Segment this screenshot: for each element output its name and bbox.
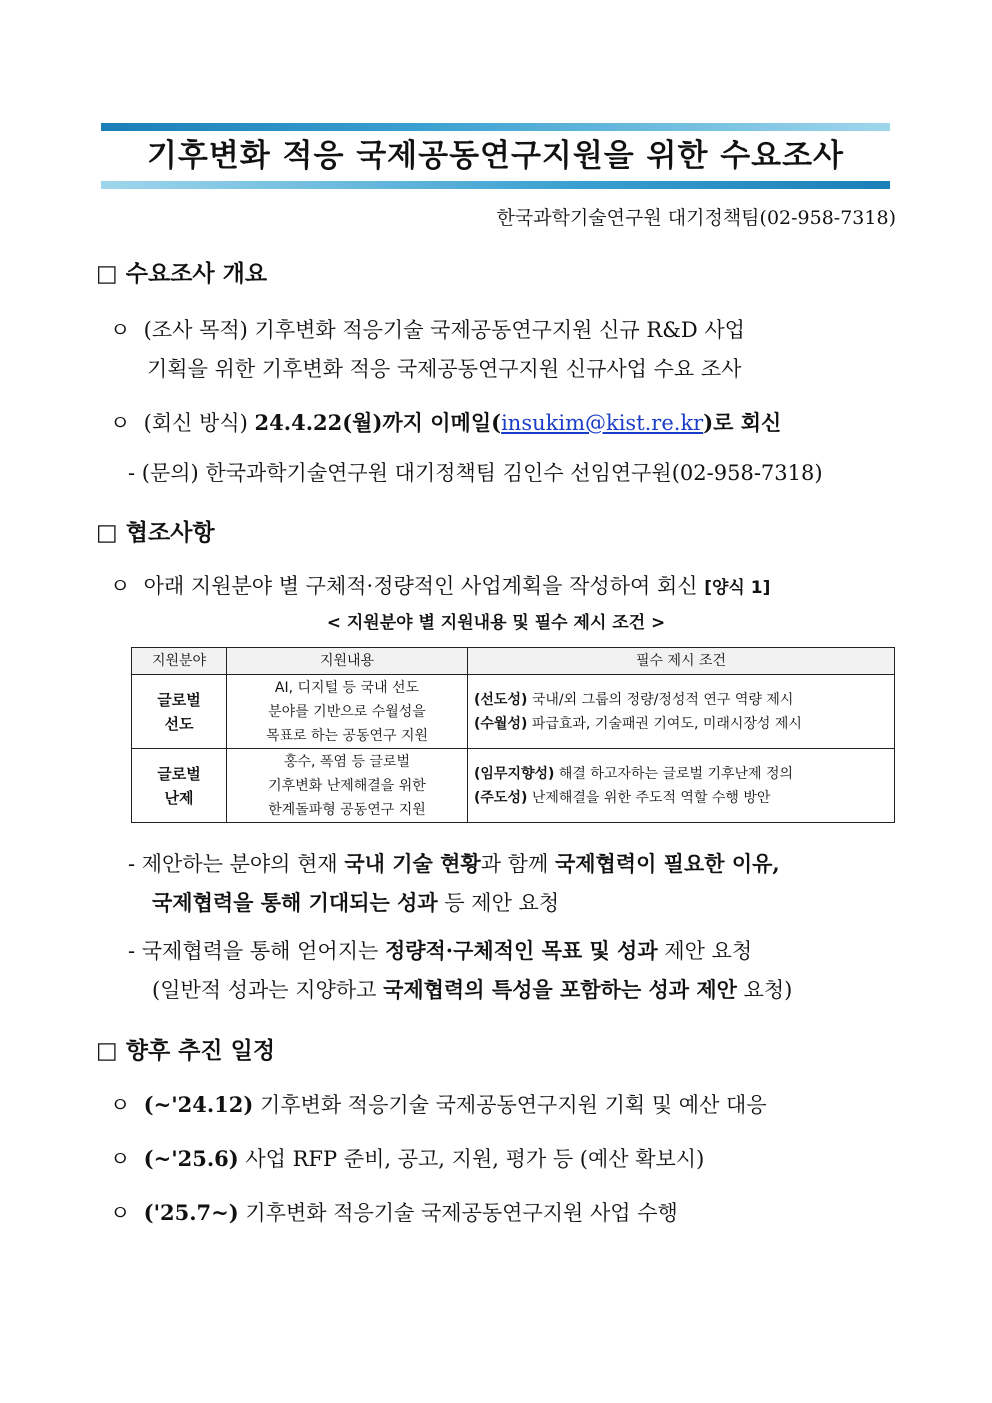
cell-text: (주도성): [474, 789, 528, 806]
reply-line: [110, 407, 781, 437]
note-2-line-1: [128, 935, 752, 965]
purpose-line-2: 기획을 위한 기후변화 적응 국제공동연구지원 신규사업 수요 조사: [147, 357, 742, 381]
reply-deadline: 24.4.22(월)까지 이메일(: [254, 410, 502, 435]
checkbox-square-icon: □: [96, 261, 118, 287]
email-link[interactable]: insukim@kist.re.kr: [501, 411, 704, 435]
cell-text: 난제해결을 위한 주도적 역할 수행 방안: [527, 789, 771, 806]
table-header-row: [132, 648, 895, 675]
bullet-icon: ㅇ: [110, 411, 131, 435]
cell-text: 한계돌파형 공동연구 지원: [268, 801, 426, 818]
title-top-bar: [101, 123, 890, 131]
note-text: (일반적 성과는 지양하고: [152, 978, 384, 1002]
note-bold: 국제협력의 특성을 포함하는 성과 제안: [383, 977, 737, 1002]
section-title: 협조사항: [125, 520, 215, 546]
purpose-line: [110, 314, 745, 344]
table-header: 지원내용: [227, 648, 468, 675]
checkbox-square-icon: □: [96, 520, 118, 546]
cell-text: 글로벌: [157, 764, 201, 783]
note-bold: 국제협력을 통해 기대되는 성과: [152, 890, 438, 915]
cell-text: 해결 하고자하는 글로벌 기후난제 정의: [554, 765, 794, 782]
note-bold: 정량적·구체적인 목표 및 성과: [384, 938, 658, 963]
cell-text: 난제: [164, 788, 194, 807]
schedule-text: 기후변화 적응기술 국제공동연구지원 기획 및 예산 대응: [253, 1093, 767, 1117]
cell-text: 홍수, 폭염 등 글로벌: [284, 753, 410, 770]
note-bold: 국제협력이 필요한 이유,: [554, 851, 780, 876]
section-title: 향후 추진 일정: [125, 1038, 276, 1064]
reply-suffix: )로 회신: [703, 410, 782, 435]
note-1-line-1: [128, 848, 780, 878]
table-cell-field: [132, 675, 227, 749]
cell-text: 분야를 기반으로 수월성을: [268, 703, 426, 720]
table-header: 지원분야: [132, 648, 227, 675]
note-text: - 제안하는 분야의 현재: [128, 852, 345, 876]
cell-text: 선도: [164, 714, 194, 733]
schedule-text: 사업 RFP 준비, 공고, 지원, 평가 등 (예산 확보시): [238, 1147, 705, 1171]
note-2-line-2: [152, 974, 792, 1004]
purpose-text: (조사 목적) 기후변화 적응기술 국제공동연구지원 신규 R&D 사업: [143, 318, 745, 342]
form-tag: [양식 1]: [704, 578, 771, 598]
schedule-date: (~'25.6): [143, 1146, 239, 1171]
note-bold: 국내 기술 현황: [344, 851, 481, 876]
table-row: [132, 675, 895, 749]
cell-text: (수월성): [474, 715, 528, 732]
request-line: [110, 570, 770, 600]
table-caption: < 지원분야 별 지원내용 및 필수 제시 조건 >: [326, 613, 666, 633]
schedule-item: [110, 1197, 678, 1227]
table-row: [132, 749, 895, 823]
bullet-icon: ㅇ: [110, 1093, 131, 1117]
bullet-icon: ㅇ: [110, 574, 131, 598]
schedule-date: (~'24.12): [143, 1092, 254, 1117]
cell-text: AI, 디지털 등 국내 선도: [274, 679, 420, 696]
schedule-item: [110, 1089, 767, 1119]
cell-text: 국내/외 그룹의 정량/정성적 연구 역량 제시: [527, 691, 794, 708]
bullet-icon: ㅇ: [110, 318, 131, 342]
bullet-icon: ㅇ: [110, 1147, 131, 1171]
note-text: 요청): [736, 978, 793, 1002]
cell-text: 파급효과, 기술패권 기여도, 미래시장성 제시: [527, 715, 802, 732]
table-cell-field: [132, 749, 227, 823]
table-cell-condition: [468, 675, 895, 749]
note-text: 제안 요청: [657, 939, 753, 963]
note-text: 등 제안 요청: [437, 891, 560, 915]
table-cell-content: [227, 675, 468, 749]
cell-text: 기후변화 난제해결을 위한: [268, 777, 426, 794]
section-heading-cooperation: [96, 514, 215, 547]
table-header: 필수 제시 조건: [468, 648, 895, 675]
cell-text: (선도성): [474, 691, 528, 708]
organization-contact: 한국과학기술연구원 대기정책팀(02-958-7318): [496, 207, 896, 229]
section-title: 수요조사 개요: [125, 261, 268, 287]
page-title: 기후변화 적응 국제공동연구지원을 위한 수요조사: [146, 138, 845, 174]
support-table: [131, 647, 895, 823]
note-1-line-2: [152, 887, 559, 917]
section-heading-schedule: [96, 1032, 275, 1065]
reply-prefix: (회신 방식): [143, 411, 255, 435]
note-text: - 국제협력을 통해 얻어지는: [128, 939, 385, 963]
schedule-date: ('25.7~): [143, 1200, 239, 1225]
title-banner: [101, 123, 890, 189]
schedule-text: 기후변화 적응기술 국제공동연구지원 사업 수행: [238, 1201, 678, 1225]
note-text: 과 함께: [480, 852, 555, 876]
checkbox-square-icon: □: [96, 1038, 118, 1064]
cell-text: 글로벌: [157, 690, 201, 709]
schedule-item: [110, 1143, 704, 1173]
table-cell-content: [227, 749, 468, 823]
bullet-icon: ㅇ: [110, 1201, 131, 1225]
cell-text: 목표로 하는 공동연구 지원: [265, 727, 429, 744]
title-bottom-bar: [101, 181, 890, 189]
inquiry-line: - (문의) 한국과학기술연구원 대기정책팀 김인수 선임연구원(02-958-7318): [128, 461, 823, 485]
table-cell-condition: [468, 749, 895, 823]
cell-text: (임무지향성): [474, 765, 555, 782]
request-text: 아래 지원분야 별 구체적·정량적인 사업계획을 작성하여 회신: [143, 574, 705, 598]
section-heading-overview: [96, 255, 267, 288]
